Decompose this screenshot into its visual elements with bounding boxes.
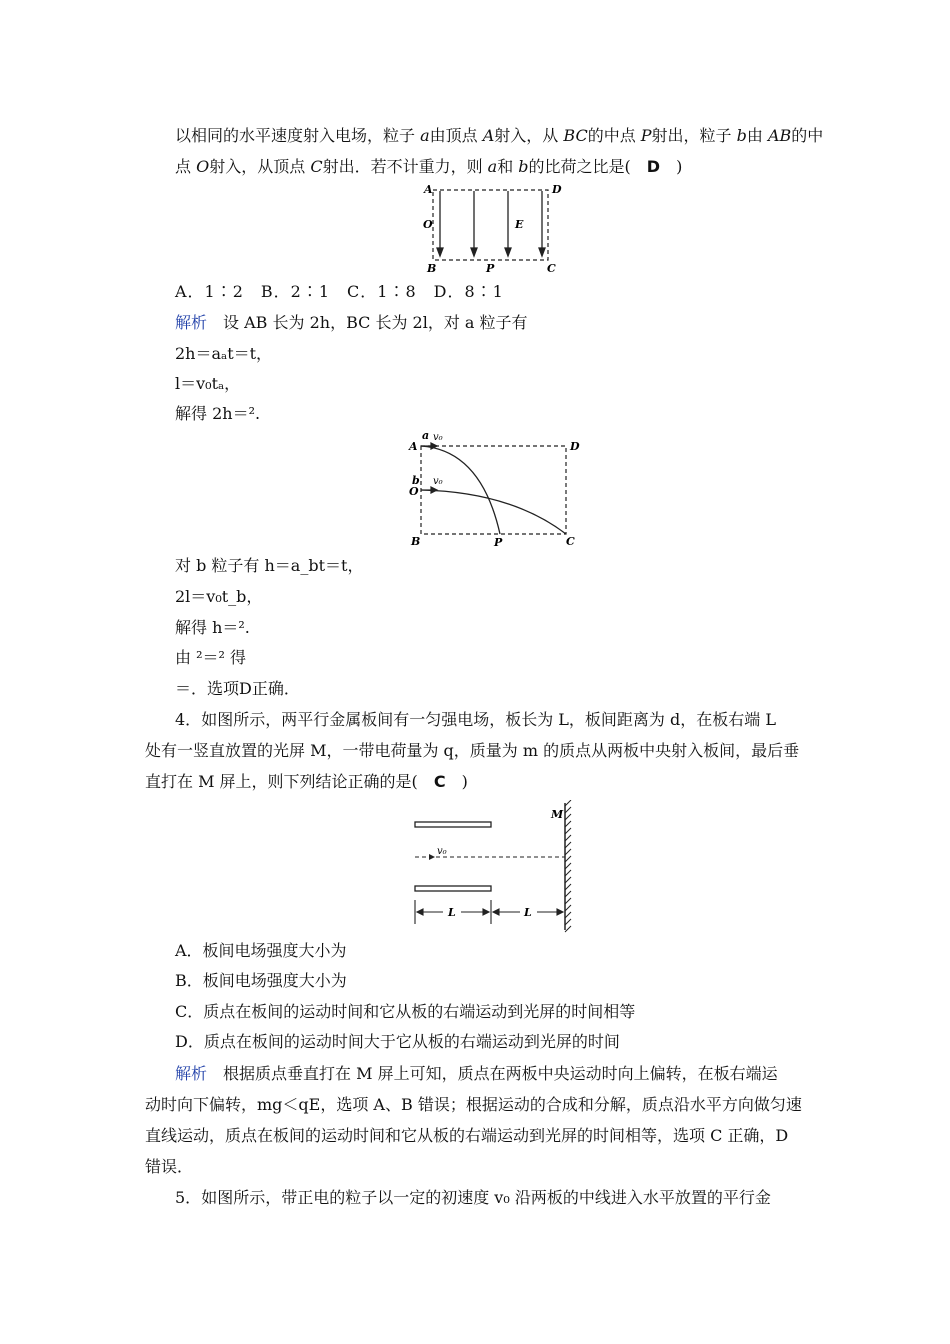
q3-figure-field (415, 180, 565, 275)
q4-option-C: C．质点在板间的运动时间和它从板的右端运动到光屏的时间相等 (175, 1002, 636, 1021)
q3-intro-line2 (175, 157, 810, 177)
q5-line1 (175, 1188, 810, 1208)
solution-text: 设 AB 长为 2h，BC 长为 2l，对 a 粒子有 (207, 313, 528, 332)
question-number: 4． (175, 710, 202, 729)
var-A: A (482, 126, 495, 145)
label-B: B (427, 262, 437, 275)
label-O: O (423, 218, 433, 231)
label-v0-mid: v₀ (433, 476, 443, 487)
q4-solution-line4: 错误． (145, 1157, 194, 1176)
q4-solution-line1 (175, 1064, 810, 1084)
label-a: a (422, 429, 430, 442)
text: 由顶点 (429, 126, 483, 145)
label-L2: L (524, 906, 532, 919)
q4-line1 (175, 710, 810, 730)
v0-arrow-head (429, 854, 435, 860)
q3-solution-line2: 2h＝aₐt＝t， (175, 344, 273, 363)
label-v0-top: v₀ (433, 432, 443, 443)
label-v0: v₀ (437, 846, 447, 857)
q4-solution-line3: 直线运动，质点在板间的运动时间和它从板的右端运动到光屏的时间相等，选项 C 正确，D (145, 1126, 789, 1145)
text: 的中点 (587, 126, 641, 145)
q4-answer: C (433, 772, 446, 791)
text: 射出，粒子 (651, 126, 737, 145)
top-plate (415, 822, 491, 827)
label-P: P (486, 262, 495, 275)
q4-option-B: B．板间电场强度大小为 (175, 971, 347, 990)
question-number: 5． (175, 1188, 202, 1207)
var-P: P (640, 126, 652, 145)
text: 以相同的水平速度射入电场，粒子 (175, 126, 421, 145)
label-P: P (494, 536, 503, 548)
q3-solution-line5: 对 b 粒子有 h＝a_bt＝t， (175, 556, 364, 575)
solution-label: 解析 (175, 313, 208, 332)
label-O: O (409, 485, 419, 498)
q3-solution-line4: 解得 2h＝². (175, 404, 261, 423)
q4-solution-line2: 动时向下偏转，mg＜qE，选项 A、B 错误；根据运动的合成和分解，质点沿水平方向做匀速 (145, 1095, 802, 1114)
label-M: M (551, 808, 564, 821)
text: ) (445, 772, 468, 791)
text: 和 (497, 157, 519, 176)
var-C: C (310, 157, 323, 176)
q3-solution-line3: l＝v₀tₐ， (175, 374, 241, 393)
var-a: a (420, 126, 430, 145)
q4-line3 (145, 772, 810, 792)
label-E: E (515, 218, 524, 231)
q3-options: A．1∶2 B．2∶1 C．1∶8 D．8∶1 (175, 282, 504, 301)
field-region-dashed (433, 190, 548, 260)
label-B: B (411, 535, 421, 548)
label-C: C (547, 262, 556, 275)
q4-option-A: A．板间电场强度大小为 (175, 941, 347, 960)
field-arrows (437, 191, 545, 256)
solution-label: 解析 (175, 1064, 208, 1083)
var-a: a (487, 157, 498, 176)
question-text: 如图所示，两平行金属板间有一匀强电场，板长为 L，板间距离为 d，在板右端 L (201, 710, 776, 729)
text: 的中 (791, 126, 824, 145)
q3-solution-line6: 2l＝v₀t_b， (175, 587, 263, 606)
label-L1: L (448, 906, 456, 919)
label-D: D (570, 440, 580, 453)
text: 的比荷之比是( (528, 157, 647, 176)
var-O: O (196, 157, 210, 176)
label-A: A (424, 183, 433, 196)
text: 射出．若不计重力，则 (322, 157, 488, 176)
var-AB: AB (767, 126, 792, 145)
label-D: D (552, 183, 562, 196)
q4-option-D: D．质点在板间的运动时间大于它从板的右端运动到光屏的时间 (175, 1032, 620, 1051)
text: 点 (175, 157, 197, 176)
q3-solution-line1 (175, 313, 810, 333)
q3-solution-line8: 由 ²＝² 得 (175, 648, 247, 667)
solution-text: 根据质点垂直打在 M 屏上可知，质点在两板中央运动时向上偏转，在板右端运 (207, 1064, 778, 1083)
screen-hatching (565, 800, 571, 932)
q4-line2: 处有一竖直放置的光屏 M，一带电荷量为 q，质量为 m 的质点从两板中央射入板间，最后垂 (145, 741, 800, 760)
q3-solution-line9: ＝．选项D正确． (175, 679, 300, 698)
q3-figure-trajectories (403, 428, 588, 548)
question-text: 如图所示，带正电的粒子以一定的初速度 v₀ 沿两板的中线进入水平放置的平行金 (201, 1188, 771, 1207)
dimension-lines (415, 900, 563, 924)
var-b: b (518, 157, 529, 176)
label-A: A (409, 440, 418, 453)
region-dashed (421, 446, 566, 534)
var-b: b (736, 126, 747, 145)
text: 由 (746, 126, 768, 145)
var-BC: BC (563, 126, 588, 145)
label-C: C (566, 535, 575, 548)
text: 射入，从 (494, 126, 564, 145)
q3-answer: D (646, 157, 661, 176)
q3-intro-line1 (175, 126, 824, 146)
bottom-plate (415, 886, 491, 891)
label-b: b (412, 474, 420, 487)
text: ) (660, 157, 683, 176)
text: 射入，从顶点 (209, 157, 311, 176)
question-text: 直打在 M 屏上，则下列结论正确的是( (145, 772, 434, 791)
q4-figure-plates-screen (405, 800, 580, 935)
q3-solution-line7: 解得 h＝². (175, 618, 250, 637)
